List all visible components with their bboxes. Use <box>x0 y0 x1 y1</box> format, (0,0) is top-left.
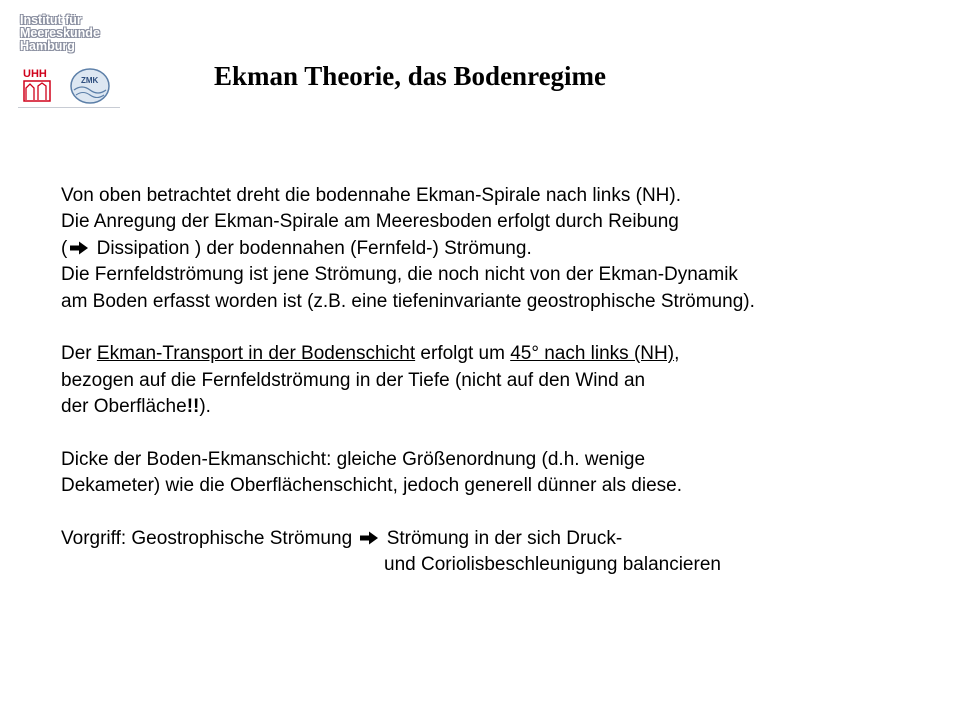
institute-name <box>20 14 100 53</box>
text-line <box>61 526 951 552</box>
institute-line: Institut für <box>20 13 82 27</box>
right-arrow-icon <box>359 531 379 545</box>
text-segment: ( <box>61 237 68 259</box>
institute-line: Meereskunde <box>20 26 100 40</box>
text-line: Dekameter) wie die Oberflächenschicht, jedoch generell dünner als diese. <box>61 475 683 497</box>
text-segment: Der <box>61 343 97 365</box>
text-line <box>61 236 951 262</box>
text-segment: Vorgriff: Geostrophische Strömung <box>61 528 358 550</box>
text-line: Von oben betrachtet dreht die bodennahe Ekman-Spirale nach links (NH). <box>61 185 681 206</box>
text-segment: erfolgt um <box>415 343 511 365</box>
slide-title: Ekman Theorie, das Bodenregime <box>214 61 607 91</box>
text-line: am Boden erfasst worden ist (z.B. eine tiefeninvariante geostrophische Strömung). <box>61 290 755 312</box>
institute-line: Hamburg <box>20 39 75 53</box>
slide-body <box>61 183 951 579</box>
uhh-logo-icon <box>22 64 52 104</box>
text-segment: ). <box>199 396 211 418</box>
emphasis-marks: !! <box>186 396 200 418</box>
logo-block <box>18 12 122 110</box>
text-line: und Coriolisbeschleunigung balancieren <box>384 554 721 576</box>
text-segment: , <box>674 343 680 365</box>
zmk-logo-icon <box>68 66 112 106</box>
logo-divider <box>18 107 120 108</box>
text-segment: der Oberfläche <box>61 396 187 418</box>
text-segment: Dissipation ) der bodennahen (Fernfeld-) Strömung. <box>91 237 532 259</box>
underlined-phrase: 45° nach links (NH) <box>510 343 675 365</box>
text-line: bezogen auf die Fernfeldströmung in der Tiefe (nicht auf den Wind an <box>61 369 646 391</box>
underlined-phrase: Ekman-Transport in der Bodenschicht <box>96 343 416 365</box>
text-line: Die Fernfeldströmung ist jene Strömung, die noch nicht von der Ekman-Dynamik <box>61 264 738 286</box>
text-line: Dicke der Boden-Ekmanschicht: gleiche Größenordnung (d.h. wenige <box>61 448 646 470</box>
text-line: Die Anregung der Ekman-Spirale am Meeresboden erfolgt durch Reibung <box>61 211 679 233</box>
zmk-logo-text: ZMK <box>81 76 99 85</box>
text-line <box>61 394 951 420</box>
text-line <box>61 341 951 367</box>
right-arrow-icon <box>69 241 89 255</box>
text-segment: Strömung in der sich Druck- <box>381 528 623 550</box>
uhh-logo-text: UHH <box>23 68 47 80</box>
